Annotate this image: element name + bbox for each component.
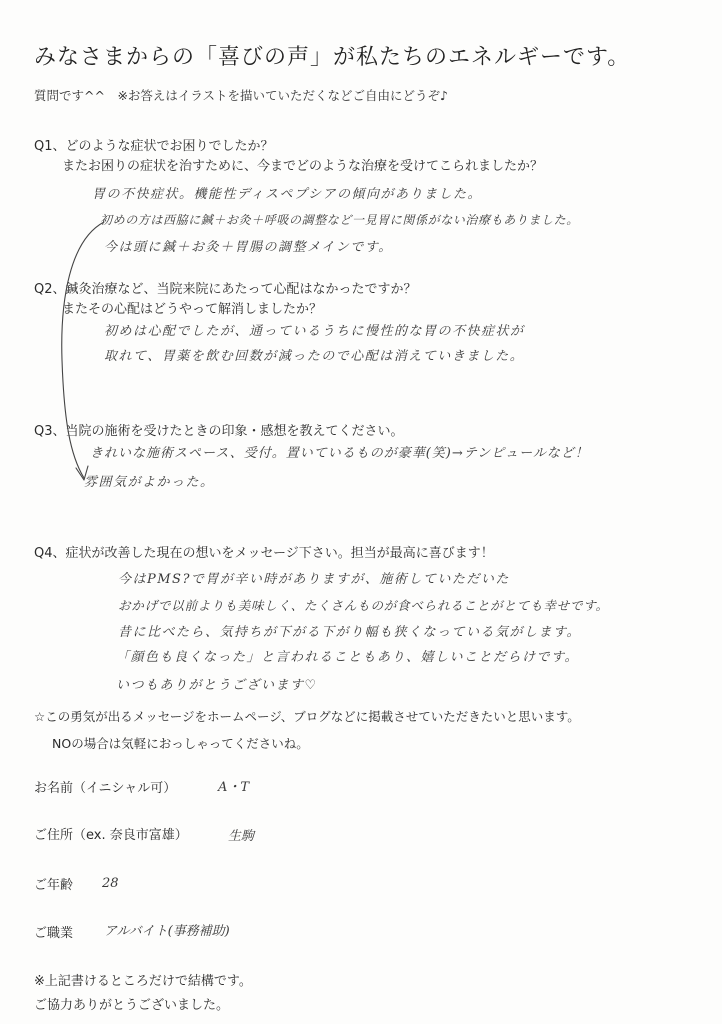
q4-question-line1: Q4、症状が改善した現在の想いをメッセージ下さい。担当が最高に喜びます！ xyxy=(34,546,494,561)
page-subtitle: 質問です^^ ※お答えはイラストを描いていただくなどご自由にどうぞ♪ xyxy=(34,88,449,103)
address-label: ご住所（ex. 奈良市富雄） xyxy=(34,828,188,843)
footer-note: ※上記書けるところだけで結構です。 xyxy=(34,974,252,989)
name-label: お名前（イニシャル可） xyxy=(34,781,177,796)
q2-question-line1: Q2、鍼灸治療など、当院来院にあたって心配はなかったですか？ xyxy=(34,282,417,297)
consent-notice-line2: NOの場合は気軽におっしゃってくださいね。 xyxy=(52,736,309,751)
age-label: ご年齢 xyxy=(34,878,74,893)
q1-answer-line2: 初めの方は西脇に鍼＋お灸＋呼吸の調整など一見胃に関係がない治療もありました。 xyxy=(100,213,579,227)
q1-answer-line3: 今は頭に鍼＋お灸＋胃腸の調整メインです。 xyxy=(104,240,393,255)
q1-question-line2: またお困りの症状を治すために、今までどのような治療を受けてこられましたか？ xyxy=(62,159,544,174)
q2-question-line2: またその心配はどうやって解消しましたか？ xyxy=(62,302,323,317)
job-label: ご職業 xyxy=(34,926,74,941)
page-title: みなさまからの「喜びの声」が私たちのエネルギーです。 xyxy=(34,45,631,70)
age-value: 28 xyxy=(102,876,119,891)
footer-thanks: ご協力ありがとうございました。 xyxy=(34,998,230,1013)
q1-question-line1: Q1、どのような症状でお困りでしたか？ xyxy=(34,139,274,154)
job-value: アルバイト(事務補助) xyxy=(104,924,230,939)
q3-question-line1: Q3、当院の施術を受けたときの印象・感想を教えてください。 xyxy=(34,424,404,439)
q4-answer-line1: 今はPMS?で胃が辛い時がありますが、施術していただいた xyxy=(118,572,510,587)
q3-answer-line1: きれいな施術スペース、受付。置いているものが豪華(笑)→テンピュールなど！ xyxy=(90,446,589,461)
address-value: 生駒 xyxy=(228,829,255,844)
name-value: A・T xyxy=(218,780,250,795)
q3-answer-line2: 雰囲気がよかった。 xyxy=(84,475,215,490)
q1-answer-line1: 胃の不快症状。機能性ディスペプシアの傾向がありました。 xyxy=(92,187,482,202)
q4-answer-line2: おかげで以前よりも美味しく、たくさんものが食べられることがとても幸せです。 xyxy=(118,598,609,613)
q4-answer-line5: いつもありがとうございます♡ xyxy=(116,678,318,693)
q2-answer-line1: 初めは心配でしたが、通っているうちに慢性的な胃の不快症状が xyxy=(104,324,525,339)
q4-answer-line3: 昔に比べたら、気持ちが下がる下がり幅も狭くなっている気がします。 xyxy=(118,625,581,640)
q2-answer-line2: 取れて、胃薬を飲む回数が減ったので心配は消えていきました。 xyxy=(104,349,525,364)
q4-answer-line4: 「顔色も良くなった」と言われることもあり、嬉しいことだらけです。 xyxy=(116,650,579,665)
consent-notice-line1: ☆この勇気が出るメッセージをホームページ、ブログなどに掲載させていただきたいと思います。 xyxy=(34,709,580,724)
